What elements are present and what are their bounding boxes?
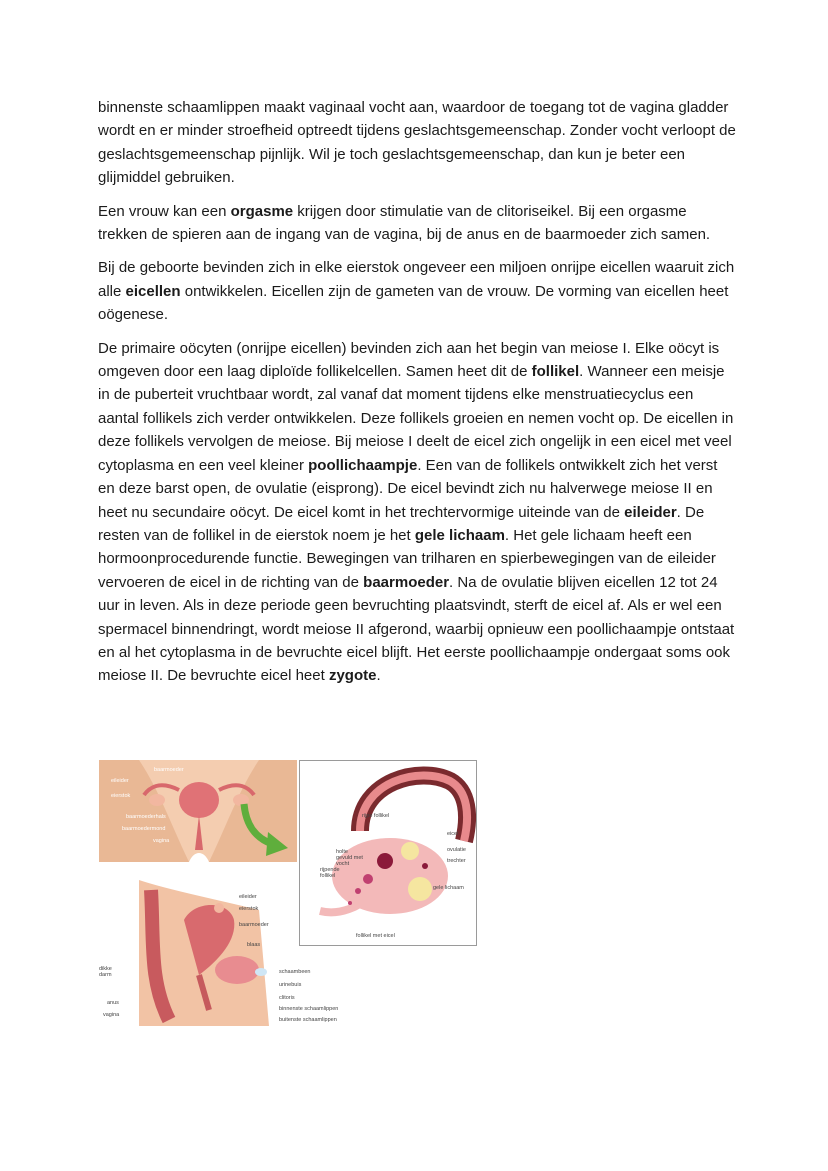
text-run: ontwikkelen. Eicellen zijn de gameten van de vrouw. De vorming van eicellen heet oögenese. — [98, 282, 729, 324]
label-clitoris: clitoris — [279, 995, 295, 1001]
text-run: krijgen door stimulatie van de clitoriseikel. Bij een orgasme trekken de spieren aan de ingang van de vagina, bij de anus en de baarmoeder zich samen. — [98, 202, 711, 244]
label-baarmoedermond: baarmoedermond — [122, 826, 166, 832]
paragraph — [98, 337, 738, 688]
bold-term: zygote — [328, 667, 377, 685]
figure-side-view — [99, 880, 361, 1026]
bold-term: orgasme — [230, 202, 294, 220]
document-body — [98, 96, 738, 698]
label-buitenste-schaamlippen: buitenste schaamlippen — [279, 1017, 337, 1023]
label-blaas: blaas — [247, 942, 261, 948]
text-run: . Na de ovulatie blijven eicellen 12 tot 24 uur in leven. Als in deze periode geen bevruchting plaatsvindt, sterft de eicel af. Als er wel een spermacel binnendringt, wordt meiose II afgerond, waarbij opnieuw een poollichaampje ontstaat en al het cytoplasma in de bevruchte eicel blijft. Het eerste poollichaampje ondergaat soms ook meiose II. De bevruchte eicel heet — [98, 573, 735, 685]
label-rijpende-follikel: rijpende follikel — [320, 867, 340, 879]
label-anus: anus — [107, 1000, 119, 1006]
label-eileider-side: eileider — [239, 894, 257, 900]
label-holte-gevuld: holte gevuld met vocht — [336, 849, 363, 867]
text-run: De primaire oöcyten (onrijpe eicellen) bevinden zich aan het begin van meiose I. Elke oöcyt is omgeven door een laag diploïde follikelcellen. Samen heet dit de — [98, 339, 720, 381]
label-rijpe-follikel: rijpe follikel — [362, 813, 390, 819]
side-view-illustration — [99, 880, 361, 1026]
label-eicel: eicel — [447, 831, 459, 837]
label-vagina-side: vagina — [103, 1012, 120, 1018]
label-baarmoederhals: baarmoederhals — [126, 814, 166, 820]
label-vagina-front: vagina — [153, 838, 170, 844]
paragraph — [98, 256, 738, 326]
label-baarmoeder: baarmoeder — [154, 767, 184, 773]
label-schaambeen: schaambeen — [279, 969, 311, 975]
bold-term: eicellen — [125, 282, 181, 300]
label-binnenste-schaamlippen: binnenste schaamlippen — [279, 1006, 339, 1012]
label-ovulatie: ovulatie — [447, 847, 466, 853]
text-run: binnenste schaamlippen maakt vaginaal vocht aan, waardoor de toegang tot de vagina gladder wordt en er minder stroefheid optreedt tijdens geslachtsgemeenschap. Zonder vocht verloopt de geslachtsgemeenschap pijnlijk. Wil je toch geslachtsgemeenschap, dan kun je beter een glijmiddel gebruiken. — [98, 99, 736, 187]
arrow-icon — [240, 800, 292, 860]
text-run: . Een van de follikels ontwikkelt zich het verst en deze barst open, de ovulatie (eisprong). De eicel bevindt zich nu halverwege meiose II en heet nu secundaire oöcyt. De eicel komt in het trechtervormige uiteinde van de — [98, 456, 718, 521]
label-dikke-darm: dikke darm — [99, 966, 112, 978]
label-gele-lichaam: gele lichaam — [433, 885, 464, 891]
label-eierstok: eierstok — [111, 793, 131, 799]
paragraph — [98, 96, 738, 190]
bold-term: poollichaampje — [308, 456, 418, 474]
bold-term: gele lichaam — [414, 526, 505, 544]
text-run: Bij de geboorte bevinden zich in elke eierstok ongeveer een miljoen onrijpe eicellen waaruit zich alle — [98, 259, 735, 300]
text-run: Een vrouw kan een — [98, 202, 231, 220]
paragraph — [98, 200, 738, 247]
text-run: . — [376, 667, 381, 685]
bold-term: follikel — [531, 363, 580, 381]
label-urinebuis: urinebuis — [279, 982, 302, 988]
label-eileider: eileider — [111, 778, 129, 784]
text-run: . Wanneer een meisje in de puberteit vruchtbaar wordt, zal vanaf dat moment tijdens elke menstruatiecyclus een aantal follikels zich verder ontwikkelen. Deze follikels groeien en nemen vocht op. De eicellen in deze follikels vervolgen de meiose. Bij meiose I deelt de eicel zich ongelijk in een eicel met veel cytoplasma en een veel kleiner — [98, 363, 734, 474]
label-eierstok-side: eierstok — [239, 906, 259, 912]
bold-term: baarmoeder — [363, 573, 450, 591]
text-run: . De resten van de follikel in de eierstok noem je het — [98, 503, 705, 544]
label-baarmoeder-side: baarmoeder — [239, 922, 269, 928]
text-run: . Het gele lichaam heeft een hormoonprocedurende functie. Bewegingen van trilharen en spierbewegingen van de eileider vervoeren de eicel in de richting van de — [98, 526, 716, 591]
label-follikel-met-eicel: follikel met eicel — [356, 933, 395, 939]
label-trechter: trechter — [447, 858, 466, 864]
bold-term: eileider — [624, 503, 677, 521]
